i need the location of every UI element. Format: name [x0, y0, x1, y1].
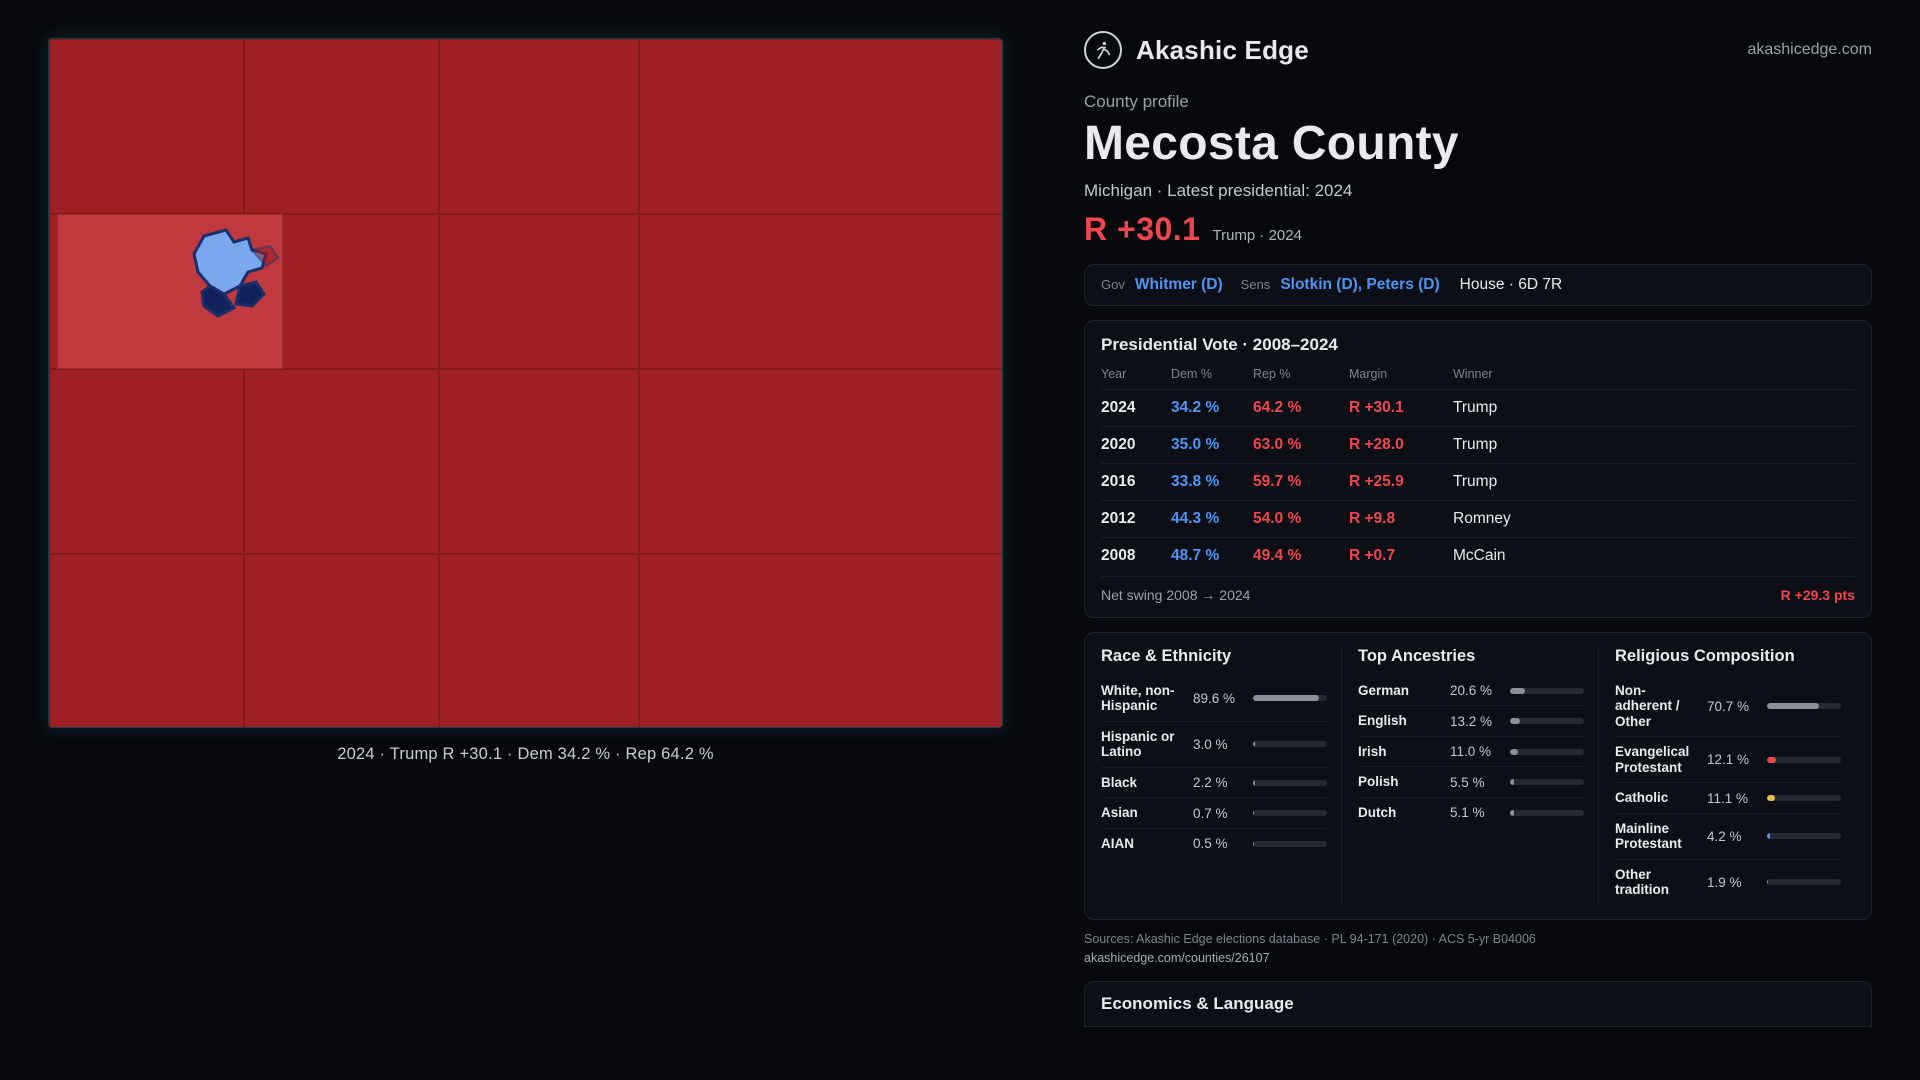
gov-value[interactable]: Whitmer (D) — [1134, 275, 1223, 293]
religion-label: Non-adherent / Other — [1615, 682, 1680, 729]
map-county-cell — [439, 39, 639, 214]
sens-label: Sens — [1240, 277, 1271, 293]
presidential-vote-title: Presidential Vote · 2008–2024 — [1101, 334, 1338, 354]
ancestry-bar — [1510, 749, 1584, 755]
cell-winner: Trump — [1453, 426, 1855, 463]
cell-year: 2008 — [1101, 537, 1171, 574]
map-county-cell — [639, 39, 1003, 214]
list-item — [1101, 828, 1327, 859]
cell-rep: 59.7 % — [1253, 463, 1349, 500]
detail-panel — [1040, 0, 1920, 1080]
race-value: 89.6 % — [1193, 690, 1236, 706]
religion-bar — [1767, 795, 1841, 801]
gov-label: Gov — [1101, 277, 1125, 293]
officials-bar — [1084, 264, 1872, 306]
race-bar — [1253, 741, 1327, 747]
map-county-cell — [244, 369, 439, 554]
race-label: White, non-Hispanic — [1101, 682, 1175, 714]
house-value: House · 6D 7R — [1459, 275, 1563, 293]
net-swing-label: Net swing 2008 → 2024 — [1101, 586, 1251, 603]
map-county-cell — [439, 369, 639, 554]
ancestry-bar — [1510, 810, 1584, 816]
top-ancestries-column — [1341, 647, 1598, 905]
table-row[interactable] — [1101, 426, 1855, 463]
map-county-cell — [639, 214, 1003, 369]
race-bar — [1253, 810, 1327, 816]
economics-language-card[interactable] — [1084, 981, 1872, 1027]
list-item — [1101, 797, 1327, 828]
col-dem: Dem % — [1171, 366, 1212, 381]
map-county-cell — [244, 39, 439, 214]
religion-label: Mainline Protestant — [1615, 820, 1682, 852]
ancestry-value: 13.2 % — [1450, 713, 1493, 729]
list-item — [1615, 676, 1841, 737]
race-value: 2.2 % — [1193, 775, 1228, 791]
page-subtitle: Michigan · Latest presidential: 2024 — [1084, 180, 1353, 200]
race-label: Hispanic or Latino — [1101, 728, 1175, 760]
cell-margin: R +25.9 — [1349, 463, 1453, 500]
list-item — [1358, 736, 1584, 767]
ancestry-label: Irish — [1358, 743, 1387, 759]
map-county-cell — [439, 554, 639, 728]
cell-dem: 33.8 % — [1171, 463, 1253, 500]
religion-bar — [1767, 757, 1841, 763]
religion-value: 70.7 % — [1707, 698, 1750, 714]
religion-value: 1.9 % — [1707, 874, 1742, 890]
religion-label: Other tradition — [1615, 866, 1669, 898]
ancestry-label: Polish — [1358, 774, 1399, 790]
cell-year: 2020 — [1101, 426, 1171, 463]
page-kicker: County profile — [1084, 92, 1189, 111]
ancestry-value: 20.6 % — [1450, 683, 1493, 699]
county-map[interactable] — [48, 38, 1003, 728]
net-swing-value: R +29.3 pts — [1780, 586, 1855, 603]
ancestry-bar — [1510, 718, 1584, 724]
list-item — [1101, 767, 1327, 798]
ancestry-label: Dutch — [1358, 804, 1397, 820]
cell-winner: Trump — [1453, 463, 1855, 500]
sources-url[interactable]: akashicedge.com/counties/26107 — [1084, 951, 1270, 966]
ancestry-label: English — [1358, 713, 1407, 729]
map-county-cell — [49, 369, 244, 554]
cell-margin: R +28.0 — [1349, 426, 1453, 463]
demographics-card — [1084, 632, 1872, 920]
cell-margin: R +9.8 — [1349, 500, 1453, 537]
ancestry-bar — [1510, 688, 1584, 694]
list-item — [1358, 705, 1584, 736]
table-row[interactable] — [1101, 389, 1855, 426]
cell-rep: 54.0 % — [1253, 500, 1349, 537]
col-rep: Rep % — [1253, 366, 1291, 381]
cell-year: 2016 — [1101, 463, 1171, 500]
cell-rep: 63.0 % — [1253, 426, 1349, 463]
table-row[interactable] — [1101, 537, 1855, 574]
brand-row — [1084, 28, 1872, 72]
list-item — [1615, 736, 1841, 782]
race-value: 0.7 % — [1193, 805, 1228, 821]
table-row[interactable] — [1101, 500, 1855, 537]
brand-domain: akashicedge.com — [1747, 41, 1872, 58]
map-county-cell — [639, 554, 1003, 728]
sources-block — [1084, 930, 1872, 969]
list-item — [1358, 766, 1584, 797]
margin-note: Trump · 2024 — [1212, 226, 1302, 244]
list-item — [1101, 676, 1327, 721]
race-bar — [1253, 695, 1327, 701]
religion-value: 4.2 % — [1707, 828, 1742, 844]
cell-rep: 64.2 % — [1253, 389, 1349, 426]
religion-label: Evangelical Protestant — [1615, 744, 1690, 775]
map-inner — [49, 39, 1002, 727]
list-item — [1615, 813, 1841, 859]
religion-bar — [1767, 879, 1841, 885]
brand-title: Akashic Edge — [1136, 34, 1309, 65]
cell-year: 2012 — [1101, 500, 1171, 537]
ancestry-bar — [1510, 779, 1584, 785]
cell-winner: Romney — [1453, 500, 1855, 537]
race-label: Black — [1101, 774, 1138, 790]
page-title: Mecosta County — [1084, 117, 1459, 170]
religion-bar — [1767, 833, 1841, 839]
race-label: Asian — [1101, 805, 1138, 821]
cell-margin: R +30.1 — [1349, 389, 1453, 426]
race-value: 3.0 % — [1193, 736, 1228, 752]
ancestry-label: German — [1358, 682, 1410, 698]
race-bar — [1253, 780, 1327, 786]
margin-row — [1084, 211, 1872, 248]
cell-dem: 34.2 % — [1171, 389, 1253, 426]
runner-circle-icon — [1084, 31, 1122, 69]
cell-dem: 35.0 % — [1171, 426, 1253, 463]
map-county-cell — [439, 214, 639, 369]
cell-dem: 48.7 % — [1171, 537, 1253, 574]
top-ancestries-title: Top Ancestries — [1358, 646, 1476, 665]
list-item — [1358, 797, 1584, 828]
race-ethnicity-column — [1101, 647, 1341, 905]
map-county-cell — [639, 369, 1003, 554]
margin-value: R +30.1 — [1084, 210, 1201, 247]
race-ethnicity-title: Race & Ethnicity — [1101, 646, 1232, 665]
col-year: Year — [1101, 366, 1127, 381]
demographics-columns — [1101, 647, 1855, 905]
religion-value: 12.1 % — [1707, 752, 1750, 768]
religious-composition-column — [1598, 647, 1855, 905]
race-value: 0.5 % — [1193, 836, 1228, 852]
table-row[interactable] — [1101, 463, 1855, 500]
map-county-cell — [49, 554, 244, 728]
list-item — [1615, 782, 1841, 813]
cell-winner: Trump — [1453, 389, 1855, 426]
selected-county-shape[interactable] — [174, 224, 294, 334]
race-bar — [1253, 841, 1327, 847]
presidential-vote-table — [1101, 363, 1855, 574]
sources-line: Sources: Akashic Edge elections database · PL 94-171 (2020) · ACS 5-yr B04006 — [1084, 931, 1536, 946]
religion-bar — [1767, 703, 1841, 709]
map-county-cell — [49, 39, 244, 214]
cell-rep: 49.4 % — [1253, 537, 1349, 574]
cell-dem: 44.3 % — [1171, 500, 1253, 537]
ancestry-value: 11.0 % — [1450, 744, 1492, 760]
race-label: AIAN — [1101, 835, 1134, 851]
col-margin: Margin — [1349, 366, 1388, 381]
cell-winner: McCain — [1453, 537, 1855, 574]
cell-year: 2024 — [1101, 389, 1171, 426]
religious-composition-title: Religious Composition — [1615, 646, 1795, 665]
ancestry-value: 5.1 % — [1450, 805, 1485, 821]
cell-margin: R +0.7 — [1349, 537, 1453, 574]
map-county-cell — [244, 554, 439, 728]
table-header-row — [1101, 363, 1855, 390]
sens-value[interactable]: Slotkin (D), Peters (D) — [1280, 275, 1440, 293]
list-item — [1358, 676, 1584, 706]
map-caption: 2024 · Trump R +30.1 · Dem 34.2 % · Rep 64.2 % — [337, 745, 714, 763]
list-item — [1615, 859, 1841, 905]
net-swing-row — [1101, 576, 1855, 607]
ancestry-value: 5.5 % — [1450, 774, 1485, 790]
presidential-vote-card — [1084, 320, 1872, 618]
religion-value: 11.1 % — [1707, 790, 1749, 806]
list-item — [1101, 721, 1327, 767]
col-winner: Winner — [1453, 366, 1493, 381]
religion-label: Catholic — [1615, 790, 1669, 806]
economics-language-title: Economics & Language — [1101, 993, 1294, 1013]
